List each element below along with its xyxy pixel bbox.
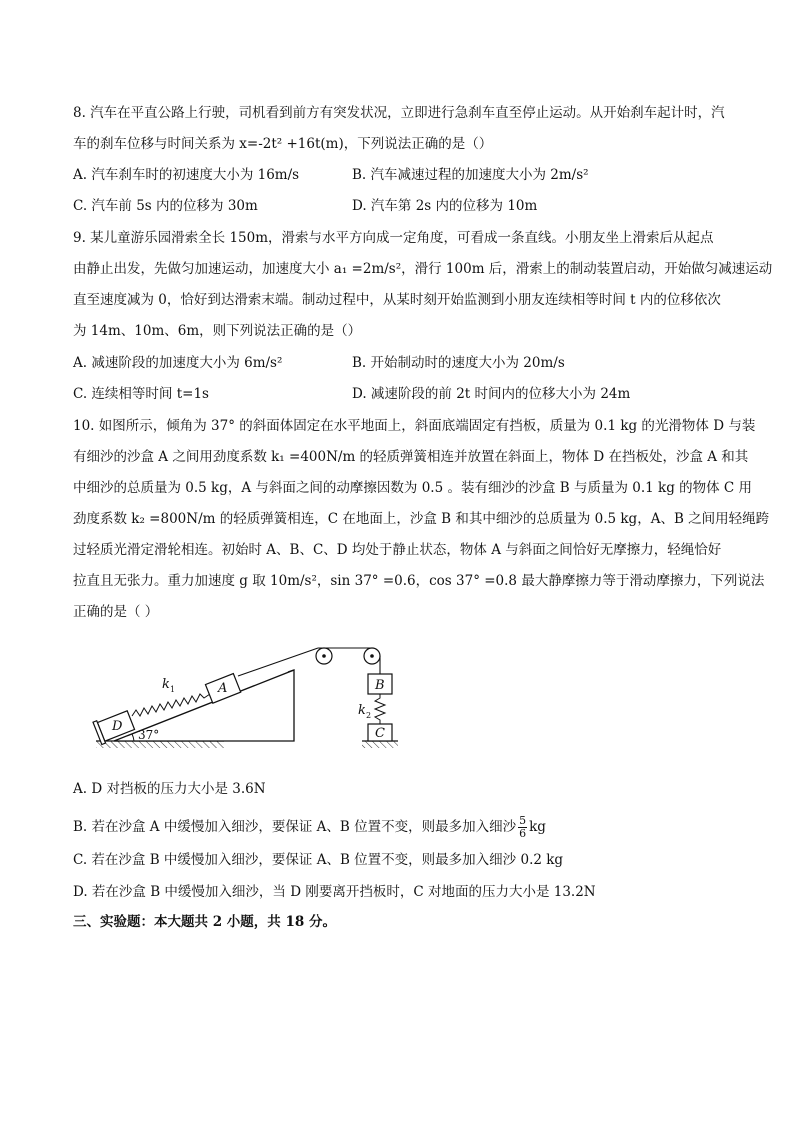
label-k2: k <box>358 703 366 718</box>
q8-stem-line1: 8. 汽车在平直公路上行驶，司机看到前方有突发状况，立即进行急刹车直至停止运动。从开始刹车起计时，汽 <box>73 105 725 121</box>
section-three-heading: 三、实验题：本大题共 2 小题，共 18 分。 <box>73 914 336 930</box>
q9-stem-line1: 9. 某儿童游乐园滑索全长 150m，滑索与水平方向成一定角度，可看成一条直线。小朋友坐上滑索后从起点 <box>73 230 714 246</box>
q10-option-b <box>73 815 546 840</box>
label-C: C <box>375 726 385 741</box>
label-k2-sub: 2 <box>366 711 372 720</box>
q9-option-a: A. 减速阶段的加速度大小为 6m/s² <box>73 355 283 371</box>
rope-A <box>238 648 318 676</box>
q8-option-a: A. 汽车刹车时的初速度大小为 16m/s <box>73 167 300 183</box>
q9-stem-line3: 直至速度减为 0，恰好到达滑索末端。制动过程中，从某时刻开始监测到小朋友连续相等时间 t 内的位移依次 <box>73 292 721 308</box>
q10-option-d: D. 若在沙盒 B 中缓慢加入细沙，当 D 刚要离开挡板时，C 对地面的压力大小是 13.2N <box>73 884 596 900</box>
label-B: B <box>375 678 385 693</box>
ground-hatch-right <box>362 741 398 748</box>
label-k1: k <box>162 677 170 692</box>
label-k1-sub: 1 <box>170 685 176 694</box>
q9-option-b: B. 开始制动时的速度大小为 20m/s <box>352 355 565 371</box>
q10-option-a: A. D 对挡板的压力大小是 3.6N <box>73 781 266 797</box>
angle-label: 37° <box>138 728 160 742</box>
q9-option-c: C. 连续相等时间 t=1s <box>73 386 209 402</box>
q9-stem-line2: 由静止出发，先做匀加速运动，加速度大小 a₁ =2m/s²，滑行 100m 后，滑索上的制动装置启动，开始做匀减速运动 <box>73 261 773 277</box>
q8-option-b: B. 汽车减速过程的加速度大小为 2m/s² <box>352 167 589 183</box>
label-D: D <box>112 719 123 734</box>
q10-stem-line5: 过轻质光滑定滑轮相连。初始时 A、B、C、D 均处于静止状态，物体 A 与斜面之间恰好无摩擦力，轻绳恰好 <box>73 542 722 558</box>
fraction-five-sixths: $\frac{5}{6}$ <box>519 814 527 840</box>
ground-hatch-left <box>96 741 224 748</box>
q10-stem-line7: 正确的是（ ） <box>73 604 159 620</box>
q10-option-b-unit: kg <box>529 819 546 835</box>
q10-stem-line2: 有细沙的沙盒 A 之间用劲度系数 k₁ =400N/m 的轻质弹簧相连并放置在斜面上，物体 D 在挡板处，沙盒 A 和其 <box>73 449 749 465</box>
q8-stem-line2: 车的刹车位移与时间关系为 x=-2t² +16t(m)，下列说法正确的是（） <box>73 136 493 152</box>
q8-option-c: C. 汽车前 5s 内的位移为 30m <box>73 198 258 214</box>
q10-stem-line4: 劲度系数 k₂ =800N/m 的轻质弹簧相连，C 在地面上，沙盒 B 和其中细沙的总质量为 0.5 kg，A、B 之间用轻绳跨 <box>73 511 770 527</box>
q10-option-b-text: B. 若在沙盒 A 中缓慢加入细沙，要保证 A、B 位置不变，则最多加入细沙 <box>73 819 517 835</box>
q10-option-c: C. 若在沙盒 B 中缓慢加入细沙，要保证 A、B 位置不变，则最多加入细沙 0.2 kg <box>73 852 564 868</box>
q10-stem-line6: 拉直且无张力。重力加速度 g 取 10m/s²，sin 37° =0.6，cos 37° =0.8 最大静摩擦力等于滑动摩擦力，下列说法 <box>73 573 765 589</box>
q9-option-d: D. 减速阶段的前 2t 时间内的位移大小为 24m <box>352 386 631 402</box>
label-A: A <box>218 681 228 696</box>
q10-stem-line1: 10. 如图所示，倾角为 37° 的斜面体固定在水平地面上，斜面底端固定有挡板，质量为 0.1 kg 的光滑物体 D 与装 <box>73 418 756 434</box>
q9-stem-line4: 为 14m、10m、6m，则下列说法正确的是（） <box>73 323 362 339</box>
incline-diagram <box>92 638 402 756</box>
q8-option-d: D. 汽车第 2s 内的位移为 10m <box>352 198 538 214</box>
spring-k2 <box>375 694 385 724</box>
incline-pulley-figure <box>92 638 402 756</box>
q10-stem-line3: 中细沙的总质量为 0.5 kg，A 与斜面之间的动摩擦因数为 0.5 。装有细沙的沙盒 B 与质量为 0.1 kg 的物体 C 用 <box>73 480 753 496</box>
